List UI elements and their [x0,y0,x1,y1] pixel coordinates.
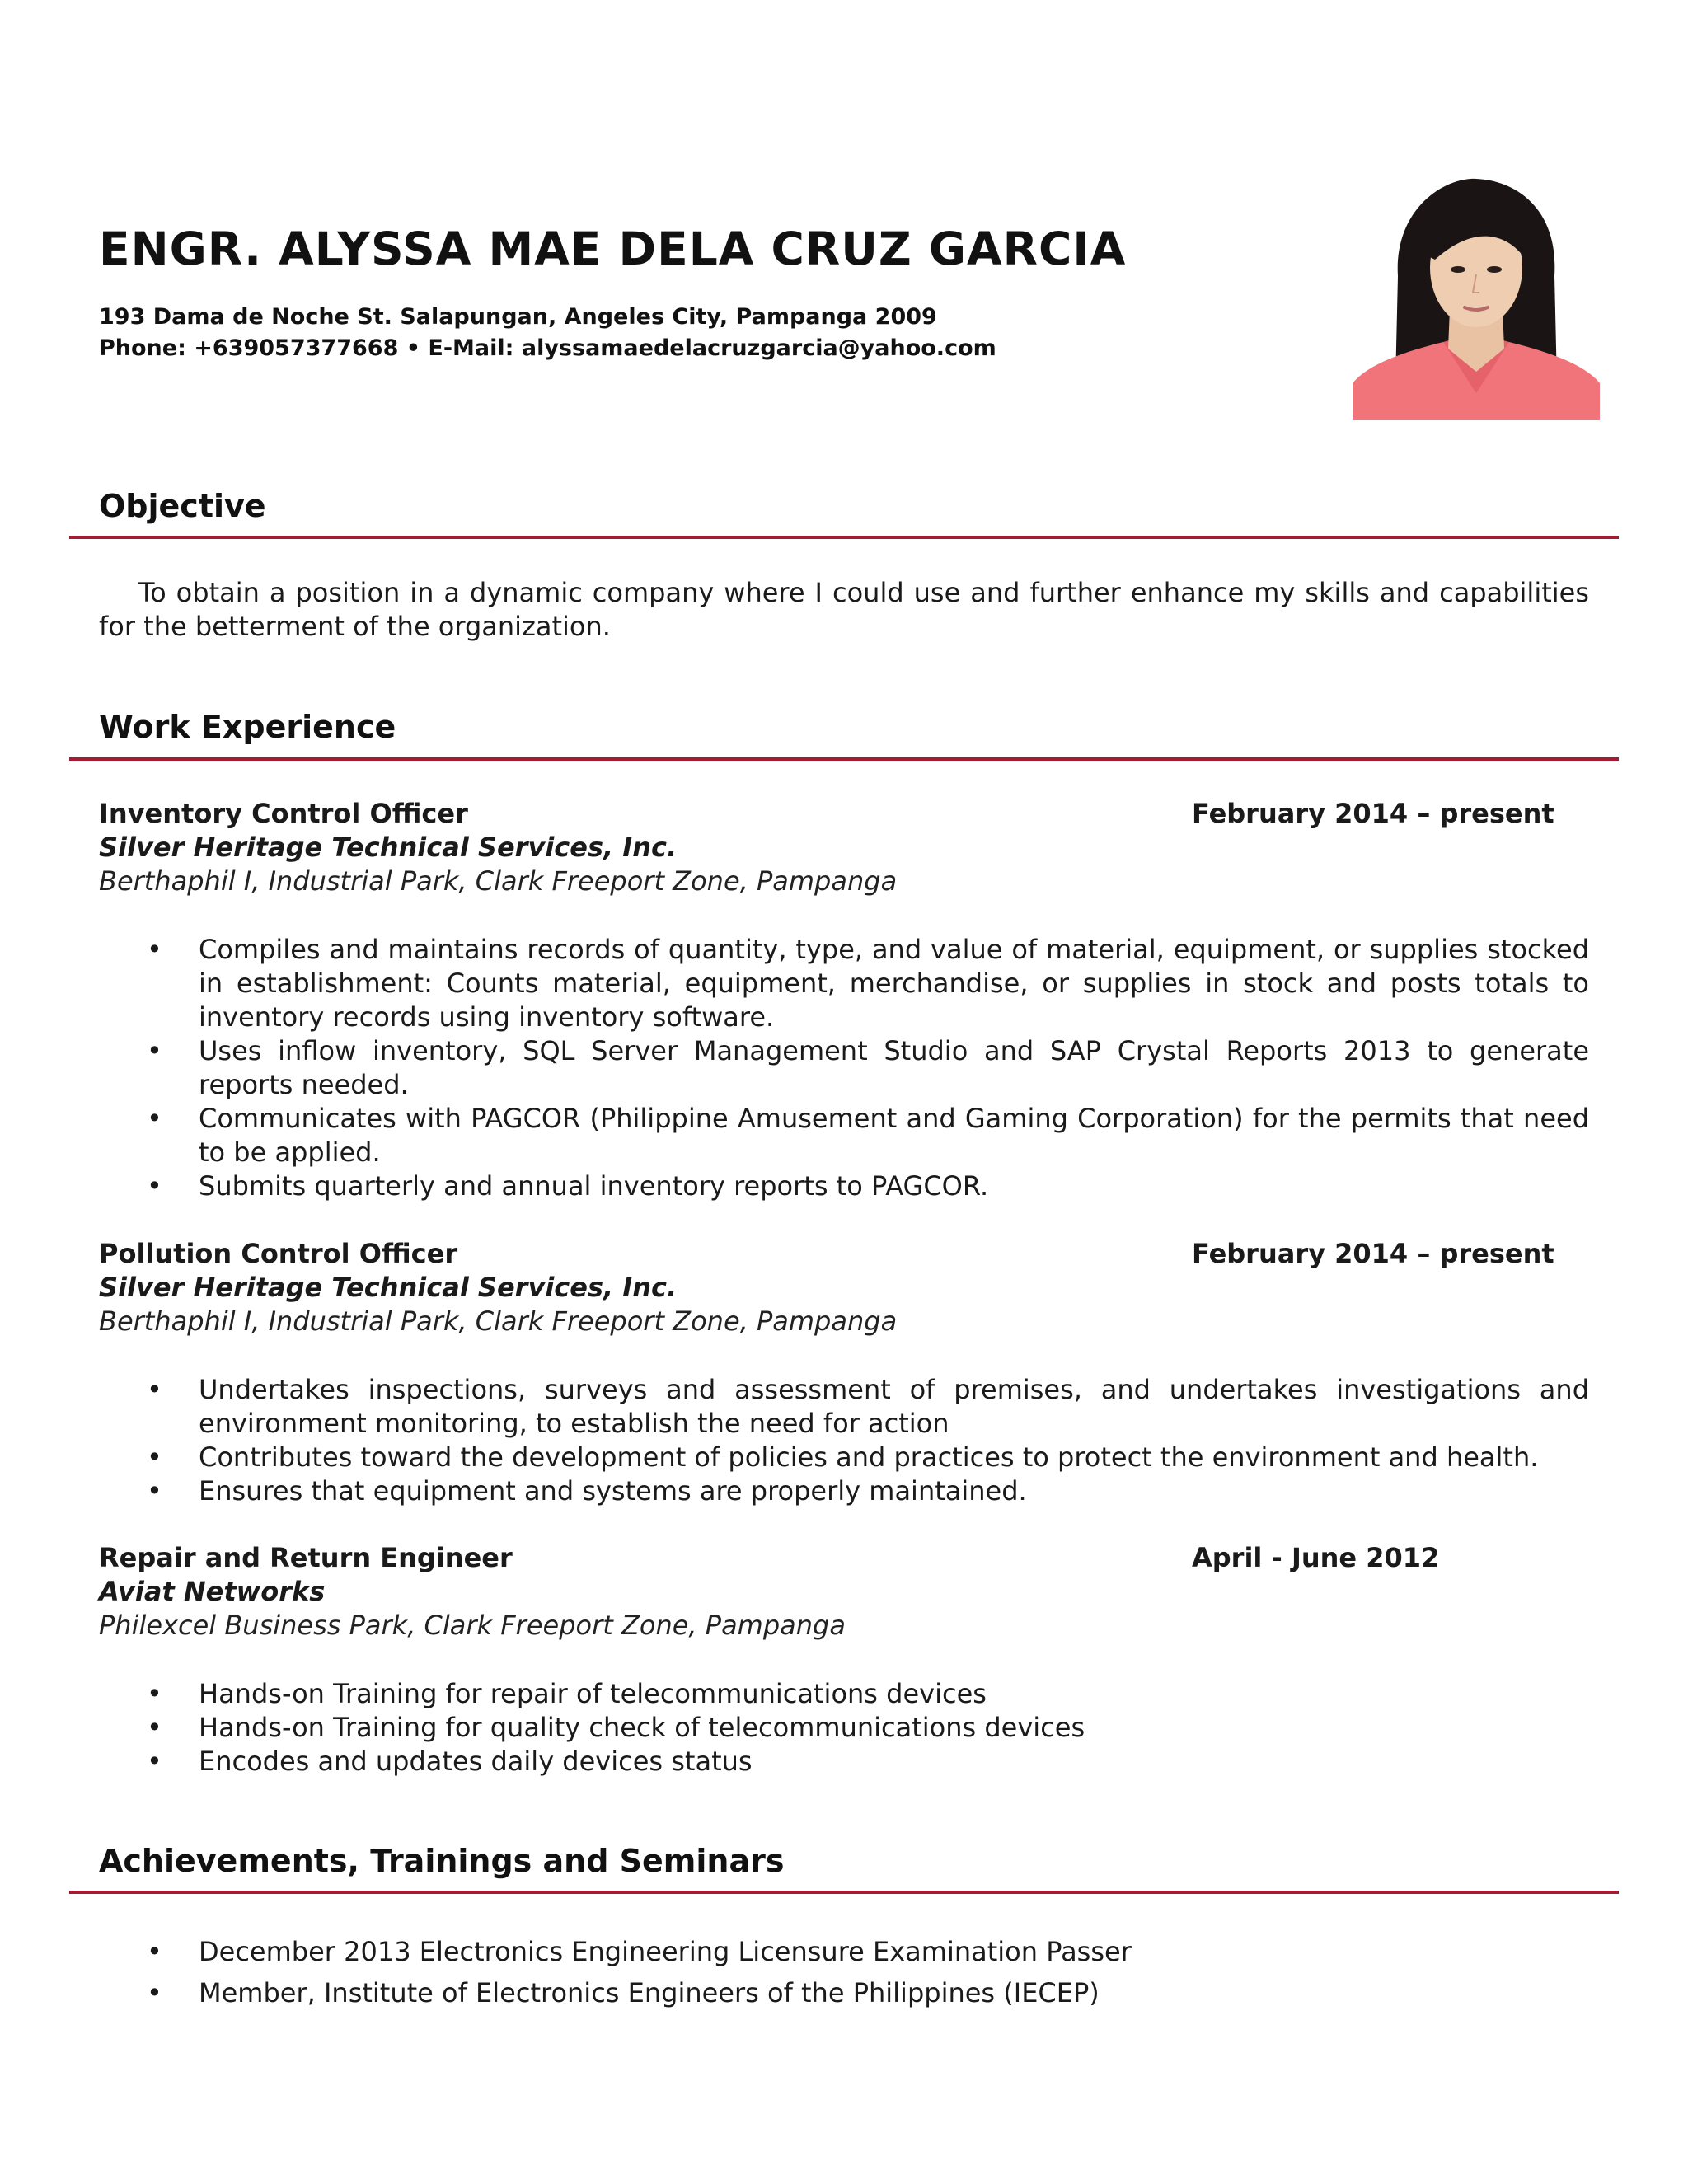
job-location: Berthaphil I, Industrial Park, Clark Freeport Zone, Pampanga [99,865,898,897]
list-item-text: Communicates with PAGCOR (Philippine Amusement and Gaming Corporation) for the permits that need to be applied. [199,1103,1589,1168]
bullet-icon: • [147,1035,162,1066]
list-item [99,1169,1589,1203]
section-divider [69,536,1619,539]
bullet-icon: • [147,1441,162,1473]
profile-photo [1353,177,1600,420]
address-line: 193 Dama de Noche St. Salapungan, Angeles City, Pampanga 2009 [99,304,937,330]
list-item-text: Compiles and maintains records of quantity, type, and value of material, equipment, or supplies stocked in establishment: Counts material, equipment, merchandise, or supplies in stock and posts totals to inventory records using inventory software. [199,934,1589,1033]
company-name: Silver Heritage Technical Services, Inc. [99,1272,678,1303]
list-item-text: Uses inflow inventory, SQL Server Management Studio and SAP Crystal Reports 2013 to generate reports needed. [199,1035,1589,1100]
objective-text: To obtain a position in a dynamic company where I could use and further enhance my skills and capabilities for the betterment of the organization. [99,577,1589,642]
list-item-text: Submits quarterly and annual inventory reports to PAGCOR. [199,1170,989,1202]
company-name: Aviat Networks [99,1576,326,1607]
job-title: Repair and Return Engineer [99,1542,513,1573]
list-item-text: Hands-on Training for quality check of telecommunications devices [199,1712,1085,1743]
job-title: Pollution Control Officer [99,1238,458,1269]
list-item [99,933,1589,1034]
list-item [99,1935,1589,1969]
list-item-text: Undertakes inspections, surveys and assessment of premises, and undertakes investigations and environment monitoring, to establish the need for action [199,1374,1589,1439]
candidate-name: ENGR. ALYSSA MAE DELA CRUZ GARCIA [99,223,1127,275]
job-duties-list [99,933,1589,1203]
list-item [99,1373,1589,1441]
bullet-icon: • [147,1977,162,2008]
list-item [99,1711,1589,1745]
bullet-icon: • [147,1170,162,1202]
bullet-icon: • [147,1746,162,1777]
list-item-text: Encodes and updates daily devices status [199,1746,753,1777]
list-item [99,1976,1589,2010]
job-location: Berthaphil I, Industrial Park, Clark Freeport Zone, Pampanga [99,1305,898,1337]
company-name: Silver Heritage Technical Services, Inc. [99,832,678,863]
list-item [99,1034,1589,1102]
job-location: Philexcel Business Park, Clark Freeport Zone, Pampanga [99,1610,846,1641]
work-experience-heading: Work Experience [99,709,396,745]
list-item [99,1677,1589,1711]
list-item [99,1745,1589,1779]
phone-email-line: Phone: +639057377668 • E-Mail: alyssamaedelacruzgarcia@yahoo.com [99,335,996,361]
list-item-text: December 2013 Electronics Engineering Licensure Examination Passer [199,1936,1132,1967]
list-item-text: Member, Institute of Electronics Engineers of the Philippines (IECEP) [199,1977,1100,2008]
section-divider [69,757,1619,761]
job-date: April - June 2012 [1192,1542,1440,1573]
contact-block [99,302,996,364]
bullet-icon: • [147,1475,162,1507]
bullet-icon: • [147,1103,162,1134]
bullet-icon: • [147,1374,162,1405]
achievements-list [99,1935,1589,2018]
achievements-heading: Achievements, Trainings and Seminars [99,1843,785,1879]
job-duties-list [99,1677,1589,1779]
job-date: February 2014 – present [1192,798,1554,829]
list-item-text: Ensures that equipment and systems are properly maintained. [199,1475,1027,1507]
bullet-icon: • [147,1678,162,1709]
job-date: February 2014 – present [1192,1238,1554,1269]
section-divider [69,1891,1619,1894]
bullet-icon: • [147,934,162,965]
list-item-text: Contributes toward the development of policies and practices to protect the environment and health. [199,1441,1539,1473]
bullet-icon: • [147,1712,162,1743]
list-item [99,1102,1589,1169]
job-title: Inventory Control Officer [99,798,468,829]
job-duties-list [99,1373,1589,1508]
list-item [99,1474,1589,1508]
bullet-icon: • [147,1936,162,1967]
objective-heading: Objective [99,488,266,524]
list-item [99,1441,1589,1474]
list-item-text: Hands-on Training for repair of telecommunications devices [199,1678,987,1709]
